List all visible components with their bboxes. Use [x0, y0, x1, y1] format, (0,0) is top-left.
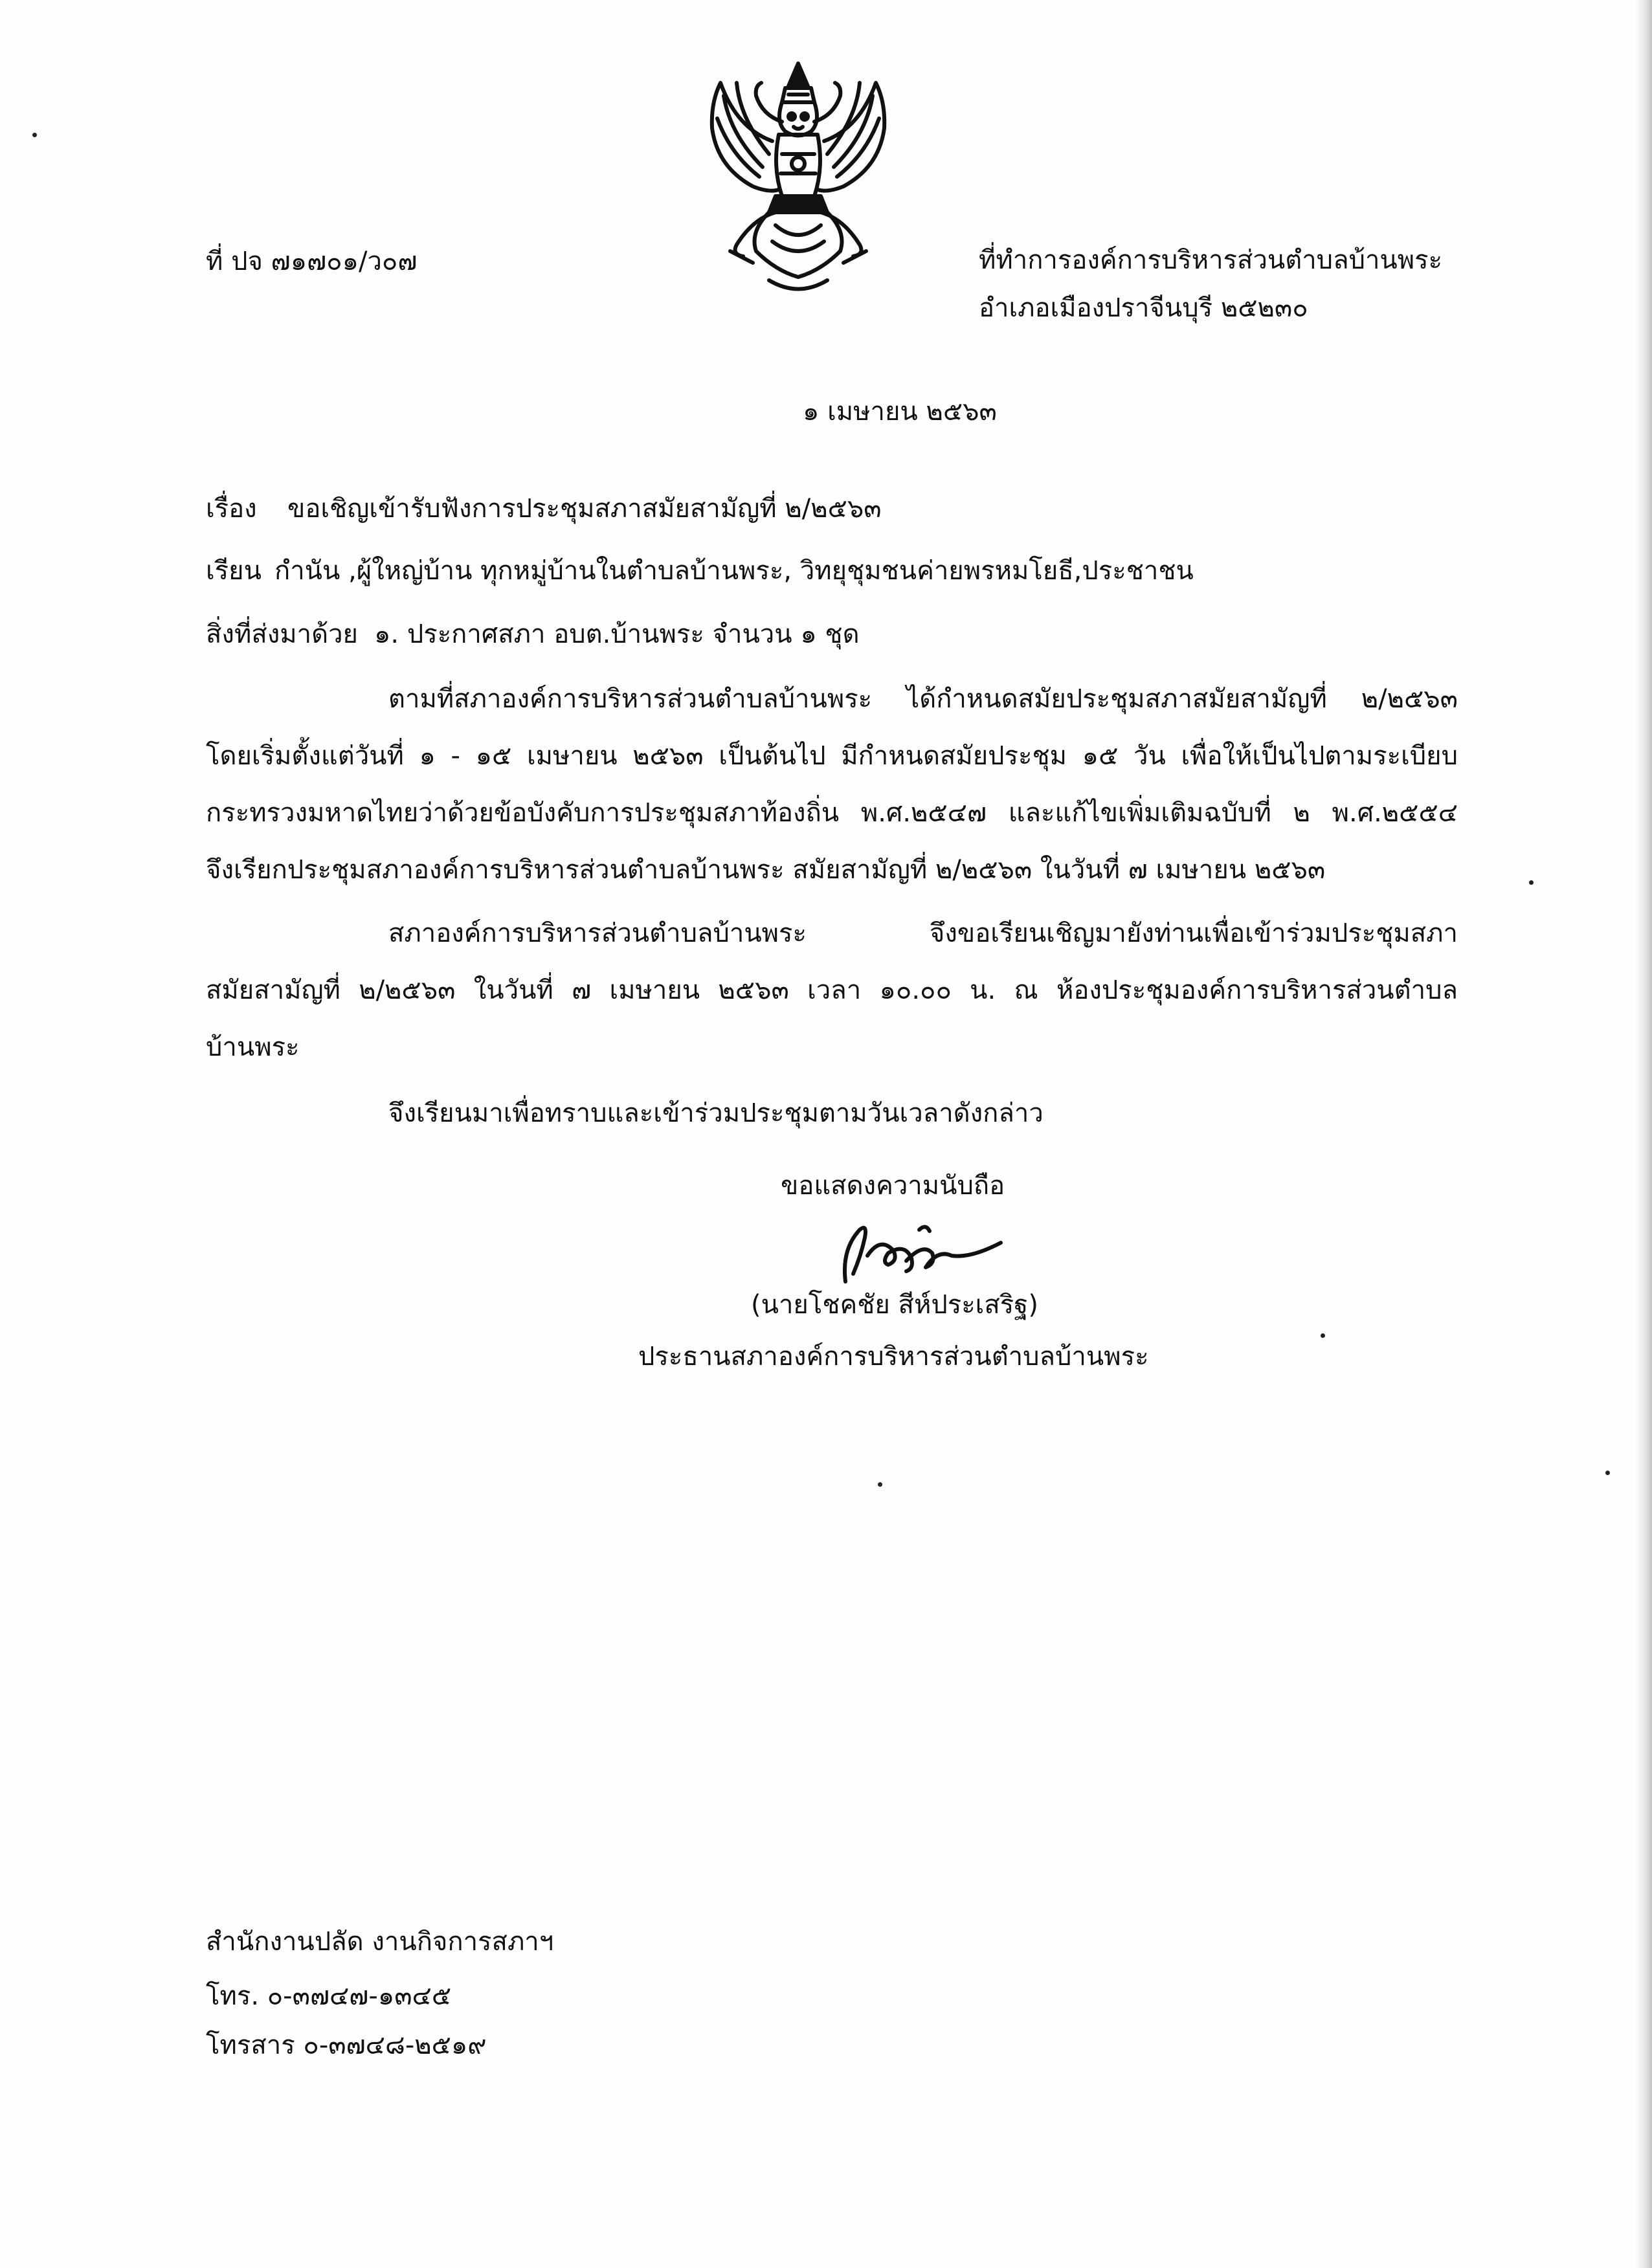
- footer-office: สำนักงานปลัด งานกิจการสภาฯ: [206, 1927, 554, 1957]
- signer-name: (นายโชคชัย สีห์ประเสริฐ): [751, 1290, 1038, 1320]
- office-address-line1: ที่ทำการองค์การบริหารส่วนตำบลบ้านพระ: [979, 245, 1443, 275]
- paragraph-2-line-2: สมัยสามัญที่ ๒/๒๕๖๓ ในวันที่ ๗ เมษายน ๒๕๖๓ เวลา ๑๐.๐๐ น. ณ ห้องประชุมองค์การบริหารส่วนตำบล: [206, 975, 1458, 1005]
- recipient-text: กำนัน ,ผู้ใหญ่บ้าน ทุกหมู่บ้านในตำบลบ้านพระ, วิทยุชุมชนค่ายพรหมโยธี,ประชาชน: [274, 556, 1194, 586]
- enclosure-text: ๑. ประกาศสภา อบต.บ้านพระ จำนวน ๑ ชุด: [374, 619, 860, 649]
- recipient-label: เรียน: [206, 556, 262, 586]
- subject-text: ขอเชิญเข้ารับฟังการประชุมสภาสมัยสามัญที่ ๒/๒๕๖๓: [287, 494, 882, 524]
- subject-label: เรื่อง: [206, 494, 257, 524]
- scan-speck: [1605, 1471, 1610, 1475]
- garuda-emblem-icon: [691, 57, 905, 303]
- paragraph-2-line-3: บ้านพระ: [206, 1032, 300, 1062]
- scan-speck: [32, 133, 37, 137]
- letter-date: ๑ เมษายน ๒๕๖๓: [803, 397, 997, 427]
- paragraph-1-line-1: ตามที่สภาองค์การบริหารส่วนตำบลบ้านพระ ได้กำหนดสมัยประชุมสภาสมัยสามัญที่ ๒/๒๕๖๓: [388, 684, 1458, 714]
- signer-title: ประธานสภาองค์การบริหารส่วนตำบลบ้านพระ: [638, 1342, 1149, 1372]
- office-address-line2: อำเภอเมืองปราจีนบุรี ๒๕๒๓๐: [979, 293, 1308, 323]
- scan-speck: [1529, 880, 1534, 885]
- paragraph-3: จึงเรียนมาเพื่อทราบและเข้าร่วมประชุมตามวันเวลาดังกล่าว: [388, 1098, 1044, 1128]
- paragraph-1-line-2: โดยเริ่มตั้งแต่วันที่ ๑ - ๑๕ เมษายน ๒๕๖๓ เป็นต้นไป มีกำหนดสมัยประชุม ๑๕ วัน เพื่อให้เป็นไปตามระเบียบ: [206, 741, 1458, 771]
- scan-speck: [1321, 1333, 1325, 1338]
- paragraph-2-line-1: สภาองค์การบริหารส่วนตำบลบ้านพระ จึงขอเรียนเชิญมายังท่านเพื่อเข้าร่วมประชุมสภา: [388, 918, 1458, 948]
- enclosure-label: สิ่งที่ส่งมาด้วย: [206, 619, 358, 649]
- scan-edge-shadow: [1635, 0, 1652, 2268]
- scan-speck: [878, 1482, 882, 1487]
- document-number: ที่ ปจ ๗๑๗๐๑/ว๐๗: [206, 247, 418, 276]
- closing-salutation: ขอแสดงความนับถือ: [781, 1171, 1005, 1201]
- paragraph-1-line-4: จึงเรียกประชุมสภาองค์การบริหารส่วนตำบลบ้านพระ สมัยสามัญที่ ๒/๒๕๖๓ ในวันที่ ๗ เมษายน ๒๕๖๓: [206, 855, 1326, 885]
- footer-phone: โทร. ๐-๓๗๔๗-๑๓๔๕: [206, 1981, 452, 2011]
- paragraph-1-line-3: กระทรวงมหาดไทยว่าด้วยข้อบังคับการประชุมสภาท้องถิ่น พ.ศ.๒๕๔๗ และแก้ไขเพิ่มเติมฉบับที่ ๒ พ.ศ.๒๕๕๔: [206, 798, 1458, 828]
- footer-fax: โทรสาร ๐-๓๗๔๘-๒๕๑๙: [206, 2030, 487, 2060]
- signature-scribble: [822, 1191, 1010, 1295]
